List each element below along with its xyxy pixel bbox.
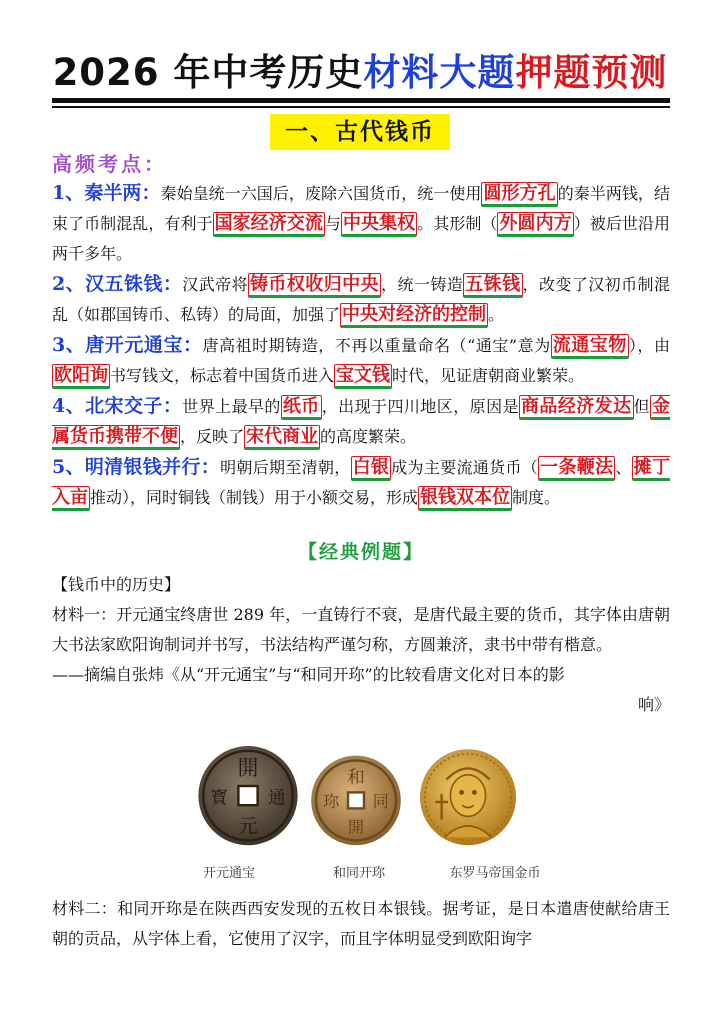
point-text: ，反映了: [180, 427, 245, 446]
point-text: 成为主要流通货币（: [391, 458, 539, 477]
coin-byzantine: [420, 749, 516, 845]
point-text: ，出现于四川地区，原因是: [321, 397, 519, 416]
key-point-name: 5、明清银钱并行：: [52, 456, 221, 478]
key-point-name: 4、北宋交子：: [52, 395, 183, 417]
examples-heading: 【经典例题】: [297, 541, 424, 563]
point-text: 秦始皇统一六国后，废除六国货币，统一使用: [160, 184, 482, 203]
material-1: 材料一：开元通宝终唐世 289 年，一直铸行不衰，是唐代最主要的货币，其字体由唐朝大书法家欧阳询制词并书写，书法结构严谨匀称，方圆兼济，隶书中带有楷意。: [52, 605, 670, 654]
coin-caption-3: 东罗马帝国金币: [449, 866, 541, 881]
highlight-term: 白银: [351, 456, 392, 481]
key-point-2: [52, 269, 670, 330]
key-point-name: 1、秦半两：: [52, 182, 161, 204]
highlight-term: 纸币: [281, 395, 322, 420]
title-rule-thick: [52, 98, 670, 103]
section-title: 一、古代钱币: [270, 114, 450, 150]
key-points-list: [52, 178, 670, 513]
point-text: ）被后世沿用两千多年。: [52, 214, 670, 263]
highlight-term: 流通宝物: [551, 334, 629, 359]
coin-1-glyph-bottom: 元: [238, 814, 258, 838]
key-point-1: [52, 178, 670, 269]
point-text: 时代，见证唐朝商业繁荣。: [392, 366, 585, 385]
highlight-term: 摊丁入亩: [52, 456, 670, 511]
coin-1-glyph-top: 開: [237, 755, 259, 780]
point-text: 唐高祖时期铸造，不再以重量命名（“通宝”意为: [202, 336, 551, 355]
point-text: 世界上最早的: [182, 397, 281, 416]
highlight-term: 铸币权收归中央: [248, 273, 381, 298]
point-text: 书写钱文，标志着中国货币进入: [110, 366, 335, 385]
coin-2-glyph-top: 和: [347, 767, 365, 788]
highlight-term: 宋代商业: [244, 425, 320, 450]
highlight-term: 中央对经济的控制: [340, 303, 488, 328]
coin-caption-1: 开元通宝: [202, 866, 255, 881]
material-2: 材料二：和同开珎是在陕西西安发现的五枚日本银钱。据考证，是日本遣唐使献给唐王朝的贡品，从字体上看，它使用了汉字，而且字体明显受到欧阳询字: [52, 899, 670, 948]
highlight-term: 银钱双本位: [418, 486, 512, 511]
point-text: ，统一铸造: [381, 275, 464, 294]
coins-figure: [150, 738, 570, 858]
coin-kaiyuan: [198, 746, 297, 845]
point-text: 的高度繁荣。: [320, 427, 417, 446]
highlight-term: 外圆内方: [497, 212, 573, 237]
key-points-heading: 高频考点：: [52, 152, 167, 176]
point-text: ），由: [628, 336, 670, 355]
point-text: 、: [615, 458, 632, 477]
key-point-5: [52, 452, 670, 513]
point-text: 推动），同时铜钱（制钱）用于小额交易，形成: [90, 488, 419, 507]
coin-1-glyph-right: 通: [267, 788, 286, 809]
key-point-name: 3、唐开元通宝：: [52, 334, 203, 356]
point-text: 。: [488, 305, 505, 324]
highlight-term: 一条鞭法: [538, 456, 615, 481]
highlight-term: 圆形方孔: [481, 182, 557, 207]
point-text: 但: [633, 397, 650, 416]
title-rule-thin: [52, 106, 670, 108]
highlight-term: 金属货币携带不便: [52, 395, 670, 450]
key-point-name: 2、汉五铢钱：: [52, 273, 183, 295]
key-point-3: [52, 330, 670, 391]
highlight-term: 五铢钱: [463, 273, 522, 298]
highlight-term: 欧阳询: [52, 364, 110, 389]
key-point-4: [52, 391, 670, 452]
point-text: ，改变了汉初币制混乱（如郡国铸币、私铸）的局面，加强了: [52, 275, 670, 324]
coin-1-glyph-left: 寳: [210, 788, 229, 809]
coin-2-glyph-left: 珎: [323, 791, 340, 811]
point-text: 。其形制（: [417, 214, 498, 233]
coin-2-glyph-bottom: 開: [347, 817, 365, 837]
highlight-term: 宝文钱: [334, 364, 392, 389]
coin-2-glyph-right: 同: [372, 791, 389, 811]
highlight-term: 中央集权: [341, 212, 417, 237]
title-part-2: 材料大题: [363, 51, 516, 94]
highlight-term: 商品经济发达: [519, 395, 634, 420]
point-text: 明朝后期至清朝，: [220, 458, 351, 477]
example-block: [52, 570, 670, 720]
highlight-term: 国家经济交流: [213, 212, 325, 237]
page-title: [36, 48, 684, 98]
example-topic: 【钱币中的历史】: [52, 575, 181, 594]
material-1-source-end: 响》: [637, 695, 670, 714]
title-part-3: 押题预测: [515, 51, 668, 94]
point-text: 的秦半两钱，结束了币制混乱，有利于: [52, 184, 670, 233]
point-text: 汉武帝将: [182, 275, 248, 294]
point-text: 与: [324, 214, 341, 233]
material-2-block: [52, 894, 670, 954]
coin-caption-2: 和同开珎: [332, 866, 385, 881]
material-1-source: ——摘编自张炜《从“开元通宝”与“和同开珎”的比较看唐文化对日本的影: [52, 665, 565, 684]
coin-hedo: [311, 756, 401, 846]
point-text: 制度。: [512, 488, 561, 507]
title-part-1: 2026 年中考历史: [52, 51, 364, 94]
